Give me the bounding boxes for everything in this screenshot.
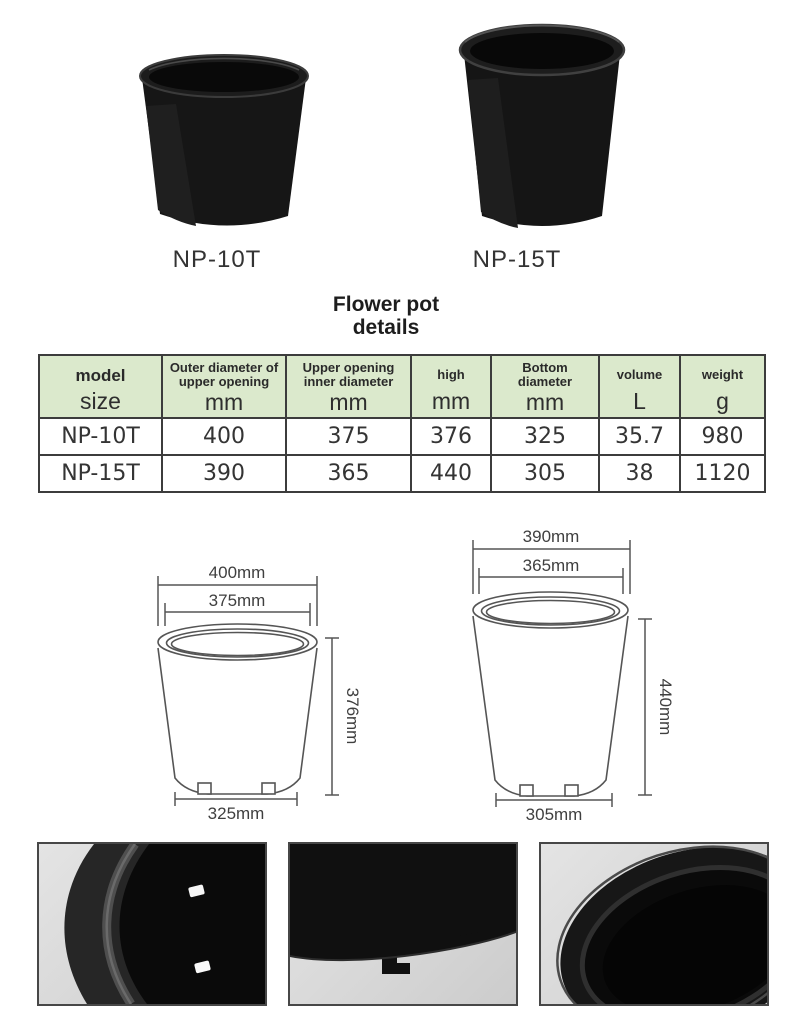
cell-outer-diameter: 400: [162, 418, 286, 455]
dim-bottom-diameter: 325mm: [207, 804, 265, 823]
dim-outer-diameter: 390mm: [522, 527, 580, 546]
pot-opening: [470, 33, 614, 69]
cell-volume: 38: [599, 455, 680, 492]
dim-height: 376mm: [343, 687, 362, 745]
table-row-np-10t: [39, 418, 765, 455]
pot-opening-group: [541, 844, 767, 1004]
rim-edge-image: [39, 844, 265, 1004]
col-header-volume: [599, 355, 680, 418]
header-name: Upper opening inner diameter: [302, 359, 395, 390]
closeup-photo-rim-edge: [37, 842, 267, 1006]
header-name: Outer diameter of upper opening: [169, 359, 279, 390]
dimension-drawing-np-10t: [128, 556, 390, 824]
dim-inner-diameter: 365mm: [522, 556, 580, 575]
product-label-np-15t: NP-15T: [472, 246, 562, 273]
col-header-weight: [680, 355, 765, 418]
dim-inner-diameter: 375mm: [208, 591, 266, 610]
cell-volume: 35.7: [599, 418, 680, 455]
pot-photo-np-10t: [136, 46, 312, 242]
closeup-photo-bottom-foot: [288, 842, 518, 1006]
cell-weight: 980: [680, 418, 765, 455]
header-name: Bottom diameter: [517, 359, 573, 390]
header-name: model: [75, 365, 126, 385]
header-row: [39, 355, 765, 418]
cell-bottom-diameter: 305: [491, 455, 599, 492]
header-unit: mm: [431, 388, 471, 415]
header-unit: L: [633, 388, 646, 415]
cell-model: NP-10T: [39, 418, 162, 455]
header-unit: mm: [525, 388, 565, 415]
col-header-high: [411, 355, 491, 418]
pot-photo-np-15t: [456, 14, 628, 244]
col-header-outer-diameter: [162, 355, 286, 418]
title-line2: details: [352, 316, 420, 339]
title-line1: Flower pot: [332, 293, 440, 316]
section-title: [276, 293, 496, 339]
spec-table: [38, 354, 766, 493]
header-unit: size: [80, 388, 121, 415]
pot-opening: [149, 62, 299, 92]
cell-weight: 1120: [680, 455, 765, 492]
bottom-foot-image: [290, 844, 516, 1004]
col-header-bottom-diameter: [491, 355, 599, 418]
pot-interior: [119, 844, 265, 1004]
dimension-drawing-np-15t: [430, 526, 698, 822]
cell-high: 440: [411, 455, 491, 492]
product-label-np-10t: NP-10T: [172, 246, 262, 273]
cell-inner-diameter: 365: [286, 455, 411, 492]
header-name: weight: [701, 367, 744, 383]
col-header-model: [39, 355, 162, 418]
col-header-inner-diameter: [286, 355, 411, 418]
pot-outline: [158, 624, 317, 794]
table-row-np-15t: [39, 455, 765, 492]
cell-outer-diameter: 390: [162, 455, 286, 492]
dim-outer-diameter: 400mm: [208, 563, 266, 582]
cell-model: NP-15T: [39, 455, 162, 492]
header-name: volume: [616, 367, 663, 383]
cell-bottom-diameter: 325: [491, 418, 599, 455]
pot-outline: [473, 592, 628, 796]
cell-inner-diameter: 375: [286, 418, 411, 455]
header-name: high: [437, 367, 465, 383]
closeup-photo-top-rim: [539, 842, 769, 1006]
dim-height: 440mm: [656, 678, 675, 736]
top-rim-image: [541, 844, 767, 1004]
dim-bottom-diameter: 305mm: [525, 805, 583, 822]
cell-high: 376: [411, 418, 491, 455]
header-unit: mm: [329, 388, 368, 415]
header-unit: mm: [204, 388, 244, 415]
header-unit: g: [716, 388, 729, 415]
